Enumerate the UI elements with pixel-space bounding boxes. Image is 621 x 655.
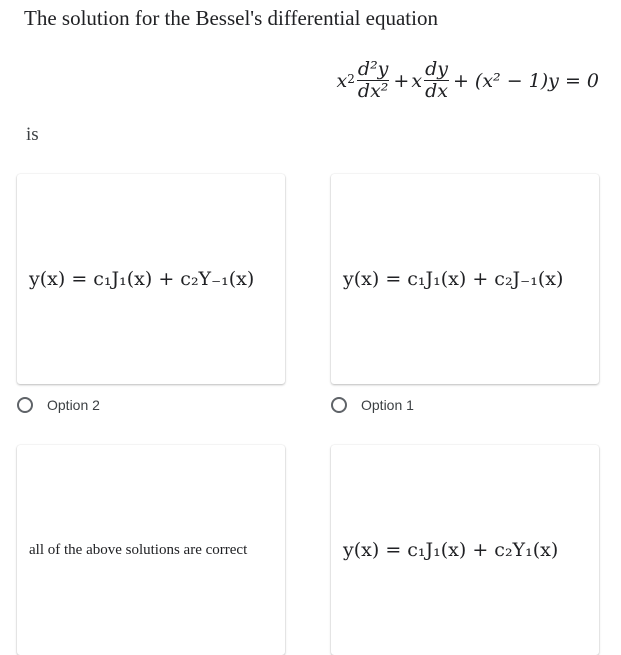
option-3-text: all of the above solutions are correct (29, 541, 248, 558)
option-card-3[interactable] (17, 445, 285, 655)
fraction-numerator: dy (425, 58, 448, 80)
radio-button[interactable] (331, 397, 347, 413)
equation-coeff2: x (411, 69, 423, 92)
equation-coeff1-exponent: 2 (347, 71, 355, 86)
equation-coeff1: x (336, 69, 348, 92)
question-text: The solution for the Bessel's differential equation (24, 6, 438, 30)
fraction-numerator: d²y (357, 58, 389, 80)
equation-rest: + (x² − 1)y = 0 (452, 69, 599, 92)
radio-button[interactable] (17, 397, 33, 413)
question-suffix: is (26, 124, 39, 145)
option-radio-row-2[interactable] (331, 397, 414, 413)
bessel-equation (337, 60, 601, 102)
option-1-formula: y(x) = c₁J₁(x) + c₂Y₋₁(x) (29, 268, 255, 290)
option-4-formula: y(x) = c₁J₁(x) + c₂Y₁(x) (343, 539, 559, 561)
option-label: Option 1 (361, 397, 414, 413)
equation-plus: + (393, 69, 410, 92)
fraction-denominator: dx² (357, 79, 389, 102)
option-label: Option 2 (47, 397, 100, 413)
second-derivative-fraction (357, 60, 390, 102)
first-derivative-fraction (424, 60, 449, 102)
option-2-formula: y(x) = c₁J₁(x) + c₂J₋₁(x) (343, 268, 564, 290)
option-card-2[interactable] (331, 174, 599, 384)
fraction-denominator: dx (425, 79, 448, 102)
option-radio-row-1[interactable] (17, 397, 100, 413)
option-card-4[interactable] (331, 445, 599, 655)
option-card-1[interactable] (17, 174, 285, 384)
